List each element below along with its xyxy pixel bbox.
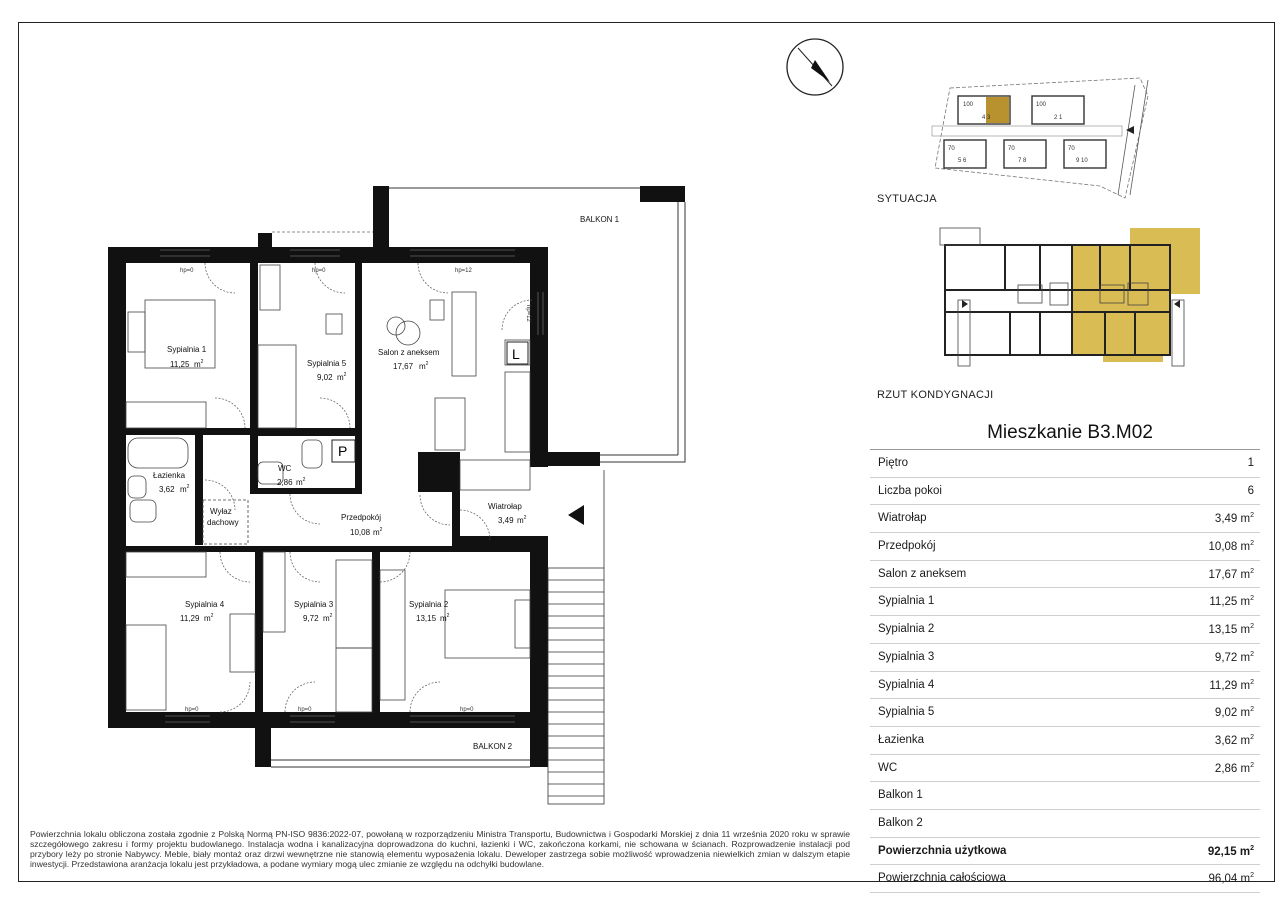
spec-label: Wiatrołap xyxy=(878,512,927,525)
room-area-unit: $m^2$ xyxy=(419,361,429,371)
floor-key-plan xyxy=(940,228,1200,366)
spec-value: 11,29 $m^2$ xyxy=(1209,678,1254,692)
site-plan xyxy=(932,78,1148,198)
spec-value: 13,15 $m^2$ xyxy=(1208,623,1254,636)
building-height: 70 xyxy=(1008,146,1015,152)
spec-row xyxy=(870,838,1260,866)
room-area: 2,86 xyxy=(277,478,293,487)
sill-height: hp=12 xyxy=(525,305,531,322)
room-area-unit: $m^2$ xyxy=(323,613,333,623)
sill-height: hp=0 xyxy=(185,707,199,713)
spec-label: Sypialnia 5 xyxy=(878,706,935,719)
spec-label: Salon z aneksem xyxy=(878,567,967,580)
room-area: 13,15 xyxy=(416,614,437,623)
spec-row xyxy=(870,505,1260,533)
apartment-title: Mieszkanie B3.M02 xyxy=(987,422,1153,443)
room-area: 17,67 xyxy=(393,362,414,371)
room-name: Sypialnia 2 xyxy=(409,600,449,609)
sill-height: hp=12 xyxy=(455,268,472,274)
spec-label: Sypialnia 1 xyxy=(878,595,935,608)
windows xyxy=(160,232,543,722)
spec-label: Piętro xyxy=(878,457,909,469)
spec-row xyxy=(870,727,1260,755)
sill-height: hp=0 xyxy=(298,707,312,713)
spec-label: WC xyxy=(878,761,898,774)
roof-hatch-label: Wyłaz xyxy=(210,507,232,516)
room-area: 11,25 xyxy=(170,360,190,369)
room-area-unit: $m^2$ xyxy=(180,484,190,494)
spec-label: Przedpokój xyxy=(878,540,936,553)
spec-row xyxy=(870,782,1260,810)
building-height: 100 xyxy=(1036,102,1047,108)
room-area: 3,62 xyxy=(159,485,175,494)
room-name: Sypialnia 4 xyxy=(185,600,225,609)
spec-row xyxy=(870,616,1260,644)
room-area: 3,49 xyxy=(498,516,514,525)
spec-row xyxy=(870,644,1260,672)
spec-value: 17,67 $m^2$ xyxy=(1208,567,1254,581)
balcony-1-label: BALKON 1 xyxy=(580,215,620,224)
spec-value: 2,86 $m^2$ xyxy=(1214,761,1254,775)
spec-row xyxy=(870,450,1260,478)
spec-label: Sypialnia 4 xyxy=(878,678,935,691)
sill-height: hp=0 xyxy=(312,268,326,274)
room-labels xyxy=(153,345,527,623)
sill-height: hp=0 xyxy=(460,707,474,713)
laundry-symbol: L xyxy=(512,346,520,362)
room-name: WC xyxy=(278,464,292,473)
building-numbers: 9 10 xyxy=(1076,158,1088,164)
sill-height: hp=0 xyxy=(180,268,194,274)
room-name: Przedpokój xyxy=(341,513,382,522)
spec-label: Balkon 1 xyxy=(878,789,923,802)
spec-row xyxy=(870,478,1260,506)
building-height: 70 xyxy=(948,146,955,152)
spec-row xyxy=(870,755,1260,783)
room-name: Sypialnia 5 xyxy=(307,359,347,368)
room-area-unit: $m^2$ xyxy=(337,372,347,382)
spec-value: 10,08 $m^2$ xyxy=(1208,540,1254,553)
room-area-unit: $m^2$ xyxy=(517,515,527,525)
building-numbers: 2 1 xyxy=(1054,115,1063,121)
entrance-arrow-icon xyxy=(568,505,584,525)
room-area: 10,08 xyxy=(350,528,371,537)
room-area: 11,29 xyxy=(180,614,200,623)
spec-label: Powierzchnia użytkowa xyxy=(878,844,1007,857)
room-area-unit: $m^2$ xyxy=(296,477,306,487)
room-area-unit: $m^2$ xyxy=(194,359,204,369)
building-height: 70 xyxy=(1068,146,1075,152)
spec-label: Powierzchnia całościowa xyxy=(878,872,1006,885)
spec-value: 6 xyxy=(1247,484,1254,497)
floor-plan-caption: RZUT KONDYGNACJI xyxy=(877,389,994,401)
balcony-2-label: BALKON 2 xyxy=(473,742,513,751)
spec-label: Łazienka xyxy=(878,733,925,746)
disclaimer-text: Powierzchnia lokalu obliczona została zgodnie z Polską Normą PN-ISO 9836:2022-07, powołaną w rozporządzeniu Ministra Transportu, Budownictwa i Gospodarki Morskiej z dnia 11 września 2020 roku w sprawie szczegółowego zakresu i formy projektu budowlanego. Instalacja wodna i kanalizacyjna doprowadzona do kuchni, łazienki i WC, zakończona korkami, nie schowana w ścianach. Rozprowadzenie instalacji pod przybory leży po stronie Nabywcy. Meble, biały montaż oraz drzwi wewnętrzne nie stanowią elementu wyposażenia lokalu. Deweloper zastrzega sobie możliwość wprowadzenia niewielkich zmian w dalszym etapie inwestycji. Przedstawiona aranżacja lokalu jest przykładowa, a podane wymiary mogą ulec zmianie ze względu na odchyłki budowlane. xyxy=(30,829,850,869)
roof-hatch-label-2: dachowy xyxy=(207,518,239,527)
room-area-unit: $m^2$ xyxy=(440,613,450,623)
room-name: Salon z aneksem xyxy=(378,348,440,357)
spec-value: 3,49 $m^2$ xyxy=(1214,512,1254,526)
room-name: Sypialnia 1 xyxy=(167,345,207,354)
spec-row xyxy=(870,561,1260,589)
compass-icon xyxy=(787,39,843,95)
spec-row xyxy=(870,533,1260,561)
spec-value: 11,25 $m^2$ xyxy=(1209,595,1254,609)
specs-table xyxy=(870,450,1260,893)
spec-row xyxy=(870,672,1260,700)
spec-value: 92,15 $m^2$ xyxy=(1207,844,1254,858)
spec-row xyxy=(870,588,1260,616)
building-height: 100 xyxy=(963,102,974,108)
building-numbers: 4 3 xyxy=(982,115,991,121)
spec-value: 9,02 $m^2$ xyxy=(1214,706,1254,720)
building-numbers: 5 6 xyxy=(958,158,967,164)
walls xyxy=(108,186,685,767)
spec-value: 9,72 $m^2$ xyxy=(1214,650,1254,664)
spec-row xyxy=(870,810,1260,838)
spec-value: 3,62 $m^2$ xyxy=(1214,733,1254,747)
parking-symbol: P xyxy=(338,443,348,459)
room-name: Sypialnia 3 xyxy=(294,600,334,609)
room-area-unit: $m^2$ xyxy=(373,527,383,537)
balcony-2-outline xyxy=(271,760,530,767)
spec-label: Sypialnia 2 xyxy=(878,623,935,636)
spec-row xyxy=(870,699,1260,727)
room-name: Wiatrołap xyxy=(488,502,522,511)
room-name: Łazienka xyxy=(153,471,186,480)
room-area: 9,02 xyxy=(317,373,333,382)
plan-labels xyxy=(180,215,620,751)
spec-row xyxy=(870,865,1260,893)
room-area-unit: $m^2$ xyxy=(204,613,214,623)
spec-label: Sypialnia 3 xyxy=(878,650,935,663)
spec-value: 1 xyxy=(1247,457,1254,469)
staircase xyxy=(548,470,604,804)
building-numbers: 7 8 xyxy=(1018,158,1027,164)
spec-value: 96,04 $m^2$ xyxy=(1208,872,1254,886)
spec-label: Liczba pokoi xyxy=(878,484,942,497)
situation-caption: SYTUACJA xyxy=(877,193,937,205)
room-area: 9,72 xyxy=(303,614,319,623)
spec-label: Balkon 2 xyxy=(878,816,923,829)
